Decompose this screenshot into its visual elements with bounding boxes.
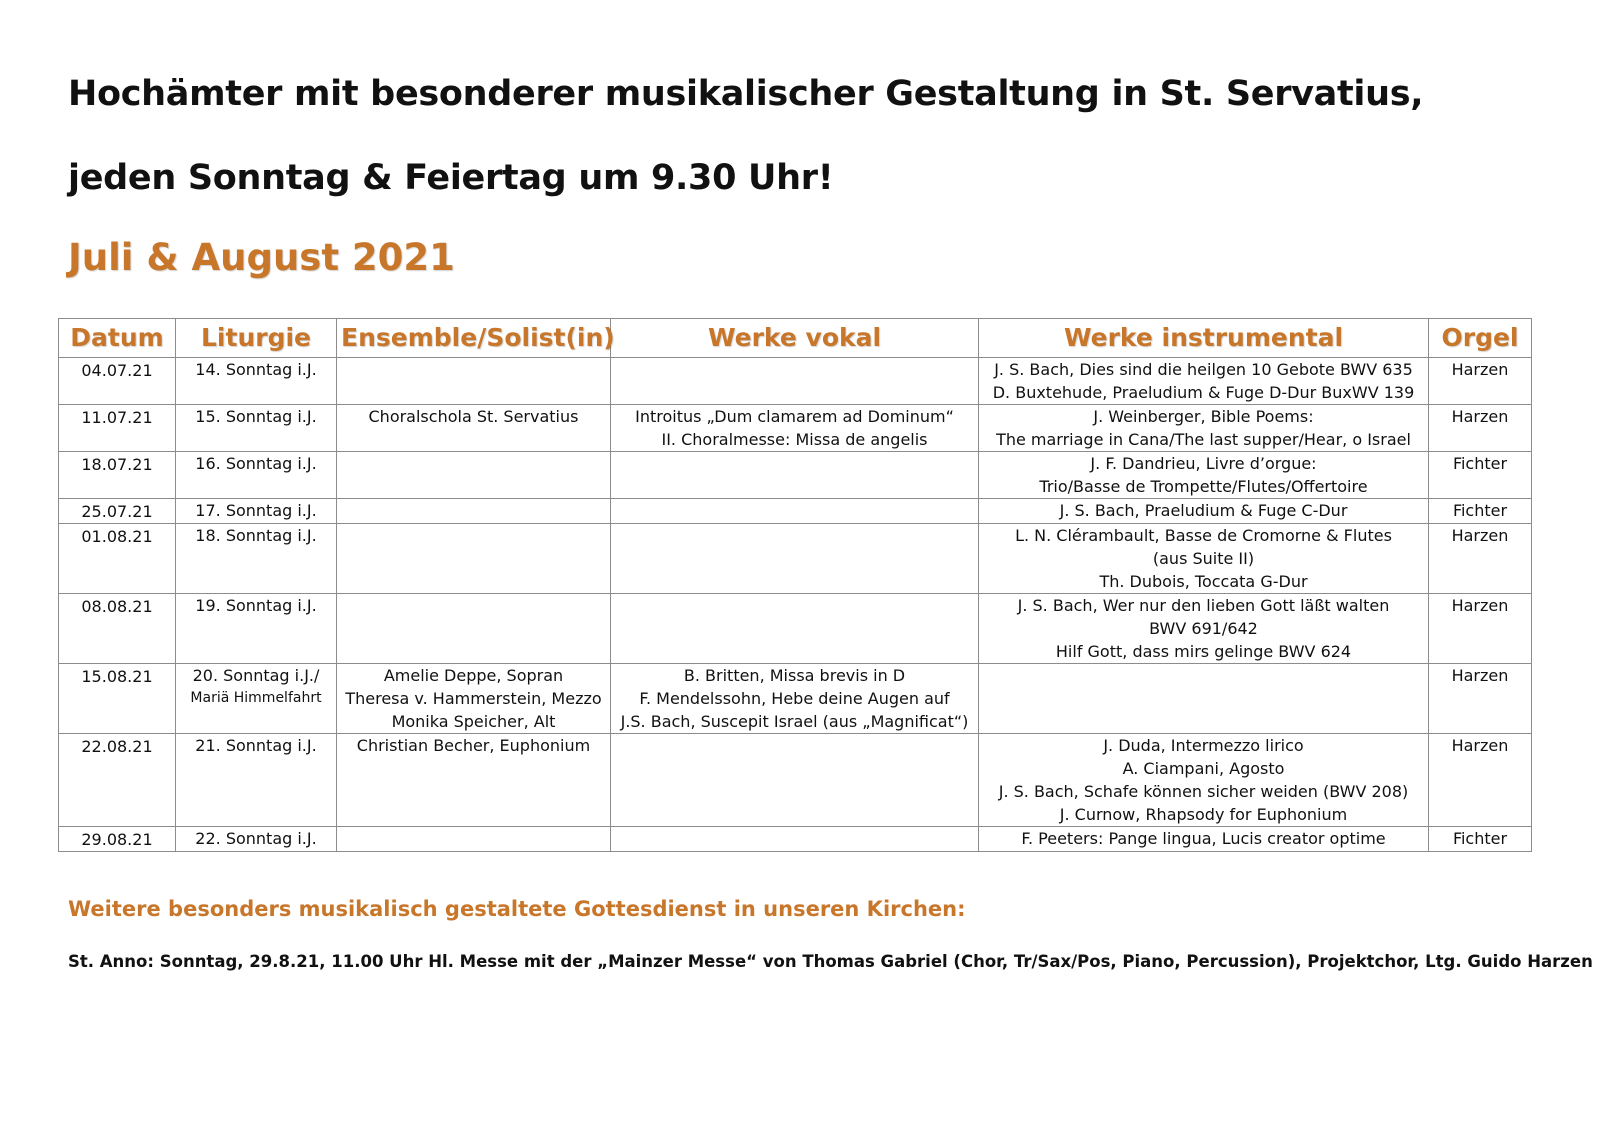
liturgie-cell: [176, 405, 337, 452]
cell-line: The marriage in Cana/The last supper/Hear, o Israel: [996, 430, 1411, 449]
werke-vokal-cell: [611, 734, 979, 827]
cell-line: Choralschola St. Servatius: [368, 407, 579, 426]
liturgie-cell: [176, 664, 337, 734]
liturgie-cell: [176, 358, 337, 405]
werke-vokal-cell: [611, 594, 979, 664]
cell-line: 21. Sonntag i.J.: [195, 736, 317, 755]
orgel-cell: Harzen: [1429, 524, 1532, 594]
column-header-werke-instrumental: Werke instrumental: [979, 319, 1429, 358]
werke-instrumental-cell: [979, 405, 1429, 452]
column-header-werke-vokal: Werke vokal: [611, 319, 979, 358]
datum-cell: 04.07.21: [59, 358, 176, 405]
column-header-ensemble: Ensemble/Solist(in): [337, 319, 611, 358]
orgel-cell: Fichter: [1429, 827, 1532, 852]
werke-instrumental-cell: [979, 594, 1429, 664]
table-row: [59, 358, 1532, 405]
table-row: [59, 452, 1532, 499]
cell-line: D. Buxtehude, Praeludium & Fuge D-Dur BuxWV 139: [992, 383, 1415, 402]
cell-line: Trio/Basse de Trompette/Flutes/Offertoire: [1039, 477, 1368, 496]
orgel-cell: Fichter: [1429, 452, 1532, 499]
page-title-line-2: jeden Sonntag & Feiertag um 9.30 Uhr!: [68, 158, 834, 198]
cell-line: Amelie Deppe, Sopran: [383, 666, 564, 685]
werke-instrumental-cell: [979, 827, 1429, 852]
datum-cell: 25.07.21: [59, 499, 176, 524]
orgel-cell: Harzen: [1429, 594, 1532, 664]
cell-line: F. Mendelssohn, Hebe deine Augen auf: [639, 689, 950, 708]
cell-line: J. F. Dandrieu, Livre d’orgue:: [1090, 454, 1317, 473]
datum-cell: 29.08.21: [59, 827, 176, 852]
cell-line: F. Peeters: Pange lingua, Lucis creator optime: [1021, 829, 1386, 848]
ensemble-cell: [337, 358, 611, 405]
cell-line: (aus Suite II): [1152, 549, 1255, 568]
cell-line: II. Choralmesse: Missa de angelis: [661, 430, 928, 449]
ensemble-cell: [337, 734, 611, 827]
cell-line: 14. Sonntag i.J.: [195, 360, 317, 379]
liturgie-cell: [176, 594, 337, 664]
cell-line: J. S. Bach, Dies sind die heilgen 10 Gebote BWV 635: [994, 360, 1413, 379]
cell-line: J. Weinberger, Bible Poems:: [1093, 407, 1314, 426]
cell-line: J. Curnow, Rhapsody for Euphonium: [1059, 805, 1348, 824]
cell-line: BWV 691/642: [1149, 619, 1258, 638]
cell-line: Th. Dubois, Toccata G-Dur: [1099, 572, 1308, 591]
cell-line: J. S. Bach, Praeludium & Fuge C-Dur: [1059, 501, 1348, 520]
header-row: [59, 319, 1532, 358]
cell-line: Theresa v. Hammerstein, Mezzo: [345, 689, 602, 708]
column-header-datum: Datum: [59, 319, 176, 358]
werke-vokal-cell: [611, 405, 979, 452]
further-services-heading: Weitere besonders musikalisch gestaltete Gottesdienst in unseren Kirchen:: [68, 897, 966, 921]
cell-line: 17. Sonntag i.J.: [195, 501, 317, 520]
cell-line: J. S. Bach, Schafe können sicher weiden (BWV 208): [998, 782, 1409, 801]
werke-vokal-cell: [611, 524, 979, 594]
cell-line: L. N. Clérambault, Basse de Cromorne & Flutes: [1015, 526, 1392, 545]
cell-line: Christian Becher, Euphonium: [356, 736, 591, 755]
werke-vokal-cell: [611, 664, 979, 734]
cell-line: 22. Sonntag i.J.: [195, 829, 317, 848]
cell-line: 20. Sonntag i.J./: [192, 666, 320, 685]
st-anno-note: St. Anno: Sonntag, 29.8.21, 11.00 Uhr Hl. Messe mit der „Mainzer Messe“ von Thomas Gabriel (Chor, Tr/Sax/Pos, Piano, Percussion), Projektchor, Ltg. Guido Harzen: [68, 952, 1593, 971]
ensemble-cell: [337, 499, 611, 524]
datum-cell: 11.07.21: [59, 405, 176, 452]
datum-cell: 01.08.21: [59, 524, 176, 594]
cell-line: A. Ciampani, Agosto: [1122, 759, 1285, 778]
page-title-line-1: Hochämter mit besonderer musikalischer Gestaltung in St. Servatius,: [68, 74, 1424, 114]
cell-line: J. Duda, Intermezzo lirico: [1103, 736, 1304, 755]
werke-instrumental-cell: [979, 358, 1429, 405]
datum-cell: 15.08.21: [59, 664, 176, 734]
cell-line: Mariä Himmelfahrt: [190, 690, 322, 706]
datum-cell: 08.08.21: [59, 594, 176, 664]
schedule-table-body: [59, 358, 1532, 852]
liturgie-cell: [176, 524, 337, 594]
cell-line: B. Britten, Missa brevis in D: [683, 666, 906, 685]
table-row: [59, 664, 1532, 734]
cell-line: 18. Sonntag i.J.: [195, 526, 317, 545]
werke-vokal-cell: [611, 452, 979, 499]
werke-vokal-cell: [611, 827, 979, 852]
orgel-cell: Harzen: [1429, 358, 1532, 405]
datum-cell: 22.08.21: [59, 734, 176, 827]
schedule-table-header: [59, 319, 1532, 358]
cell-line: Introitus „Dum clamarem ad Dominum“: [635, 407, 954, 426]
ensemble-cell: [337, 827, 611, 852]
werke-instrumental-cell: [979, 452, 1429, 499]
liturgie-cell: [176, 499, 337, 524]
orgel-cell: Fichter: [1429, 499, 1532, 524]
werke-instrumental-cell: [979, 524, 1429, 594]
cell-line: 19. Sonntag i.J.: [195, 596, 317, 615]
liturgie-cell: [176, 827, 337, 852]
schedule-table: [58, 318, 1532, 852]
ensemble-cell: [337, 524, 611, 594]
table-row: [59, 499, 1532, 524]
liturgie-cell: [176, 452, 337, 499]
orgel-cell: Harzen: [1429, 734, 1532, 827]
cell-line: 16. Sonntag i.J.: [195, 454, 317, 473]
table-row: [59, 405, 1532, 452]
werke-instrumental-cell: [979, 734, 1429, 827]
werke-vokal-cell: [611, 499, 979, 524]
table-row: [59, 827, 1532, 852]
ensemble-cell: [337, 452, 611, 499]
table-row: [59, 524, 1532, 594]
cell-line: Monika Speicher, Alt: [391, 712, 556, 731]
period-heading: Juli & August 2021: [68, 236, 455, 279]
liturgie-cell: [176, 734, 337, 827]
cell-line: J. S. Bach, Wer nur den lieben Gott läßt walten: [1017, 596, 1390, 615]
datum-cell: 18.07.21: [59, 452, 176, 499]
cell-line: J.S. Bach, Suscepit Israel (aus „Magnificat“): [620, 712, 969, 731]
column-header-orgel: Orgel: [1429, 319, 1532, 358]
werke-instrumental-cell: [979, 664, 1429, 734]
ensemble-cell: [337, 664, 611, 734]
ensemble-cell: [337, 594, 611, 664]
orgel-cell: Harzen: [1429, 405, 1532, 452]
orgel-cell: Harzen: [1429, 664, 1532, 734]
werke-vokal-cell: [611, 358, 979, 405]
table-row: [59, 734, 1532, 827]
table-row: [59, 594, 1532, 664]
cell-line: 15. Sonntag i.J.: [195, 407, 317, 426]
column-header-liturgie: Liturgie: [176, 319, 337, 358]
werke-instrumental-cell: [979, 499, 1429, 524]
cell-line: Hilf Gott, dass mirs gelinge BWV 624: [1055, 642, 1352, 661]
ensemble-cell: [337, 405, 611, 452]
